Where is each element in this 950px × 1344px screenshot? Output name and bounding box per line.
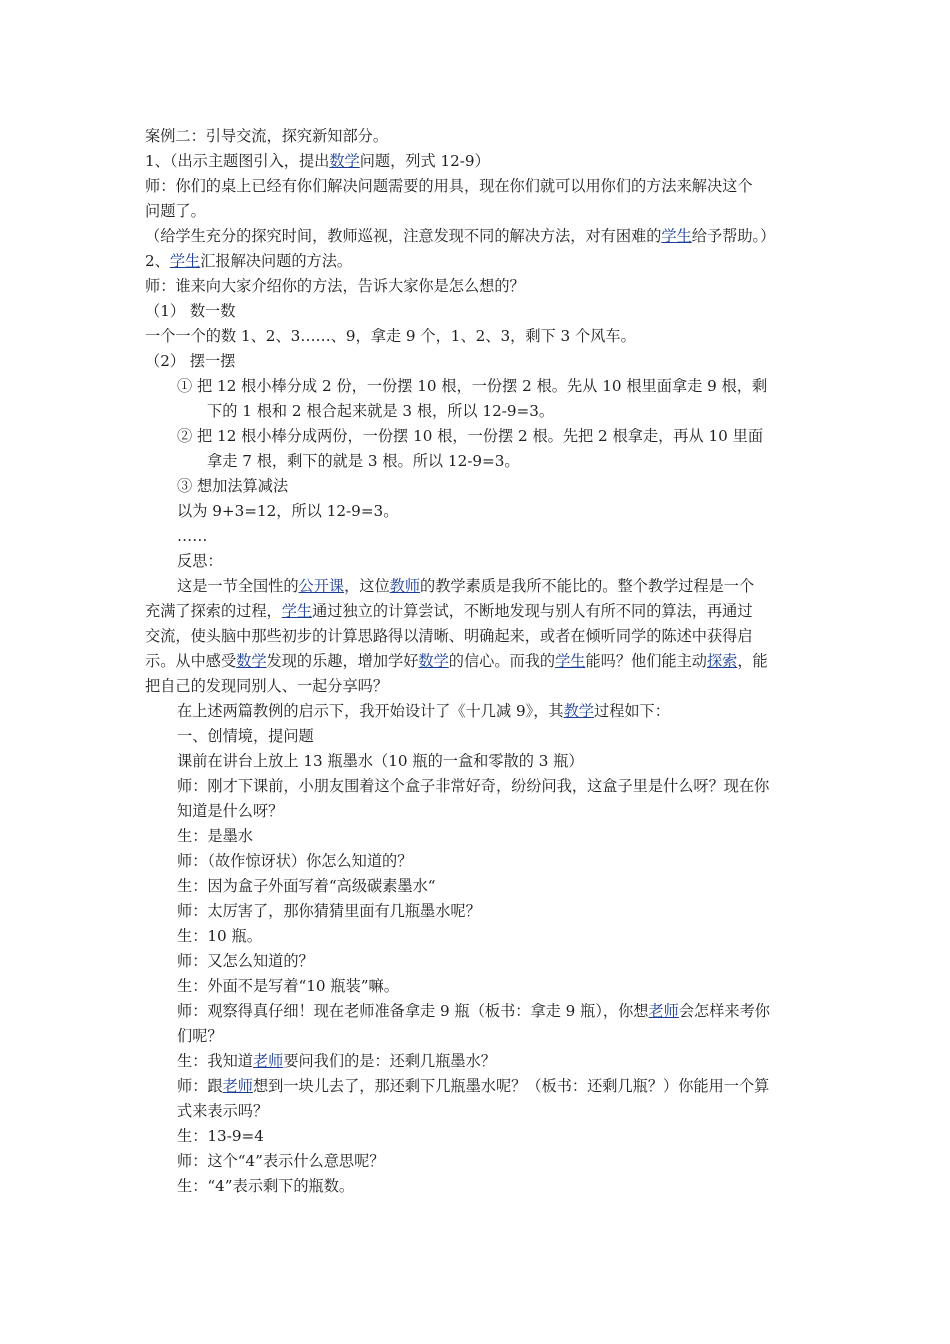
text-line bbox=[145, 599, 753, 623]
text-span: 反思： bbox=[177, 552, 223, 570]
keyword-link[interactable]: 公开课 bbox=[298, 577, 345, 595]
text-span: 的信心。而我的 bbox=[448, 652, 556, 670]
text-span: 把自己的发现同别人、一起分享吗？ bbox=[145, 677, 388, 695]
text-span: 师：观察得真仔细！现在老师准备拿走 9 瓶（板书：拿走 9 瓶），你想 bbox=[177, 1002, 649, 1020]
text-span: ① 把 12 根小棒分成 2 份，一份摆 10 根，一份摆 2 根。先从 10 根里面拿走 9 根，剩 bbox=[177, 377, 768, 395]
keyword-link[interactable]: 学生 bbox=[281, 602, 313, 620]
text-span: 拿走 7 根，剩下的就是 3 根。所以 12-9=3。 bbox=[207, 452, 520, 470]
text-line bbox=[177, 949, 314, 973]
text-line bbox=[177, 924, 262, 948]
text-span: 师：又怎么知道的？ bbox=[177, 952, 314, 970]
text-span: 一个一个的数 1、2、3……、9，拿走 9 个，1、2、3，剩下 3 个风车。 bbox=[145, 327, 636, 345]
text-line bbox=[177, 849, 412, 873]
text-span: 交流，使头脑中那些初步的计算思路得以清晰、明确起来，或者在倾听同学的陈述中获得启 bbox=[145, 627, 753, 645]
keyword-link[interactable]: 学生 bbox=[555, 652, 586, 670]
text-span: 汇报解决问题的方法。 bbox=[200, 252, 353, 270]
text-span: 的教学素质是我所不能比的。整个教学过程是一个 bbox=[420, 577, 755, 595]
text-span: 问题，列式 12-9） bbox=[359, 152, 490, 170]
text-line bbox=[145, 274, 525, 298]
text-span: ③ 想加法算减法 bbox=[177, 477, 289, 495]
keyword-link[interactable]: 学生 bbox=[661, 227, 692, 245]
text-span: 想到一块儿去了，那还剩下几瓶墨水呢？（板书：还剩几瓶？）你能用一个算 bbox=[252, 1077, 770, 1095]
text-span: ，能 bbox=[737, 652, 768, 670]
text-span: 充满了探索的过程， bbox=[145, 602, 282, 620]
text-span: 一、创情境，提问题 bbox=[177, 727, 314, 745]
text-line bbox=[177, 874, 436, 898]
text-line bbox=[177, 1099, 268, 1123]
text-span: 师：谁来向大家介绍你的方法，告诉大家你是怎么想的？ bbox=[145, 277, 525, 295]
text-span: 师：跟 bbox=[177, 1077, 223, 1095]
keyword-link[interactable]: 数学 bbox=[329, 152, 360, 170]
text-line bbox=[145, 349, 235, 373]
text-span: 师：（故作惊讶状）你怎么知道的？ bbox=[177, 852, 413, 870]
text-line bbox=[145, 199, 206, 223]
text-span: （2） 摆一摆 bbox=[145, 352, 236, 370]
text-span: 生：“4”表示剩下的瓶数。 bbox=[177, 1177, 355, 1195]
text-span: 能吗？他们能主动 bbox=[585, 652, 707, 670]
text-line bbox=[177, 774, 769, 798]
text-span: （给学生充分的探究时间，教师巡视，注意发现不同的解决方法，对有困难的 bbox=[145, 227, 662, 245]
text-span: 要问我们的是：还剩几瓶墨水？ bbox=[283, 1052, 496, 1070]
text-span: 问题了。 bbox=[145, 202, 206, 220]
text-span: 生：是墨水 bbox=[177, 827, 253, 845]
text-span: 给予帮助。） bbox=[691, 227, 776, 245]
keyword-link[interactable]: 教学 bbox=[563, 702, 594, 720]
keyword-link[interactable]: 教师 bbox=[389, 577, 420, 595]
text-span: 生：因为盒子外面写着“高级碳素墨水“ bbox=[177, 877, 436, 895]
text-span: 生：外面不是写着“10 瓶装”嘛。 bbox=[177, 977, 399, 995]
text-span: 通过独立的计算尝试，不断地发现与别人有所不同的算法，再通过 bbox=[312, 602, 753, 620]
text-line bbox=[177, 1174, 354, 1198]
text-span: 以为 9+3=12，所以 12-9=3。 bbox=[177, 502, 399, 520]
text-span: 2、 bbox=[145, 252, 170, 270]
text-span: 式来表示吗？ bbox=[177, 1102, 269, 1120]
keyword-link[interactable]: 老师 bbox=[648, 1002, 679, 1020]
keyword-link[interactable]: 学生 bbox=[169, 252, 201, 270]
text-span: 会怎样来考你 bbox=[678, 1002, 770, 1020]
text-line bbox=[177, 424, 763, 448]
text-line bbox=[177, 574, 754, 598]
text-span: （1） 数一数 bbox=[145, 302, 236, 320]
text-line bbox=[177, 724, 314, 748]
text-span: 师：太厉害了，那你猜猜里面有几瓶墨水呢？ bbox=[177, 902, 481, 920]
text-span: 1、（出示主题图引入，提出 bbox=[145, 152, 330, 170]
text-line bbox=[177, 1024, 223, 1048]
text-span: 这是一节全国性的 bbox=[177, 577, 299, 595]
keyword-link[interactable]: 数学 bbox=[418, 652, 449, 670]
text-line bbox=[177, 499, 398, 523]
text-span: 师：刚才下课前，小朋友围着这个盒子非常好奇，纷纷问我，这盒子里是什么呀？现在你 bbox=[177, 777, 770, 795]
text-line bbox=[177, 824, 253, 848]
text-line bbox=[177, 374, 767, 398]
keyword-link[interactable]: 数学 bbox=[236, 652, 267, 670]
text-span: 下的 1 根和 2 根合起来就是 3 根，所以 12-9=3。 bbox=[207, 402, 555, 420]
text-span: 生：13-9=4 bbox=[177, 1127, 264, 1145]
text-span: ，这位 bbox=[344, 577, 390, 595]
text-line bbox=[145, 149, 490, 173]
text-span: 们呢？ bbox=[177, 1027, 223, 1045]
text-span: 课前在讲台上放上 13 瓶墨水（10 瓶的一盒和零散的 3 瓶） bbox=[177, 752, 584, 770]
text-line bbox=[177, 749, 584, 773]
text-span: 师：你们的桌上已经有你们解决问题需要的用具，现在你们就可以用你们的方法来解决这个 bbox=[145, 177, 753, 195]
text-span: ② 把 12 根小棒分成两份，一份摆 10 根，一份摆 2 根。先把 2 根拿走，再从 10 里面 bbox=[177, 427, 764, 445]
text-line bbox=[177, 899, 481, 923]
text-span: 示。从中感受 bbox=[145, 652, 237, 670]
text-line bbox=[145, 124, 388, 148]
text-line bbox=[177, 799, 283, 823]
text-line bbox=[145, 174, 753, 198]
text-line bbox=[177, 1149, 384, 1173]
text-line bbox=[145, 324, 636, 348]
keyword-link[interactable]: 老师 bbox=[252, 1052, 284, 1070]
text-span: 生：我知道 bbox=[177, 1052, 253, 1070]
text-line bbox=[145, 299, 235, 323]
text-line bbox=[177, 1074, 769, 1098]
text-line bbox=[145, 624, 753, 648]
text-line bbox=[145, 649, 768, 673]
text-line bbox=[177, 974, 399, 998]
keyword-link[interactable]: 老师 bbox=[222, 1077, 253, 1095]
text-line bbox=[177, 549, 223, 573]
text-span: 发现的乐趣，增加学好 bbox=[266, 652, 419, 670]
text-span: 案例二：引导交流，探究新知部分。 bbox=[145, 127, 388, 145]
text-line bbox=[177, 524, 207, 548]
text-span: 生：10 瓶。 bbox=[177, 927, 262, 945]
text-line bbox=[177, 999, 770, 1023]
text-span: 师：这个“4”表示什么意思呢？ bbox=[177, 1152, 385, 1170]
text-line bbox=[177, 474, 288, 498]
text-span: 知道是什么呀？ bbox=[177, 802, 284, 820]
text-span: …… bbox=[177, 527, 208, 545]
text-line bbox=[177, 1049, 496, 1073]
text-line bbox=[177, 699, 670, 723]
text-line bbox=[207, 399, 554, 423]
text-line bbox=[145, 674, 388, 698]
text-line bbox=[145, 224, 775, 248]
text-line bbox=[145, 249, 352, 273]
text-span: 过程如下： bbox=[593, 702, 670, 720]
text-line bbox=[207, 449, 520, 473]
keyword-link[interactable]: 探索 bbox=[706, 652, 738, 670]
text-span: 在上述两篇教例的启示下，我开始设计了《十几减 9》，其 bbox=[177, 702, 564, 720]
text-line bbox=[177, 1124, 264, 1148]
